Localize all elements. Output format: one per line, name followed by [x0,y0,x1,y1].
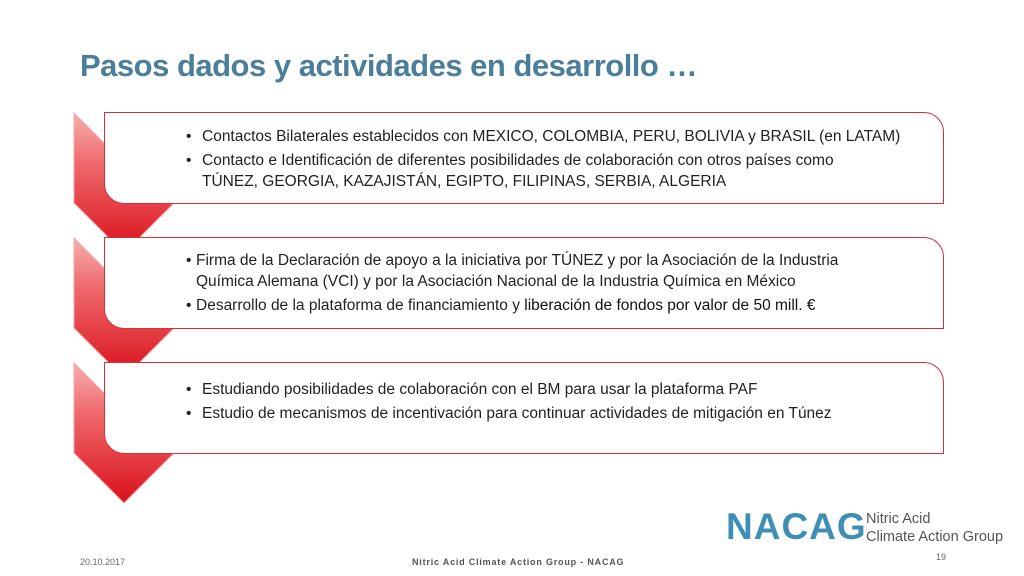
list-item: • Estudiando posibilidades de colaboración con el BM para usar la plataforma PAF [186,379,832,400]
step-panel-1 [104,112,944,204]
step-panel-2 [104,237,944,329]
list-item: • Estudio de mecanismos de incentivación para continuar actividades de mitigación en Túnez [186,403,832,424]
step-3-bullets [186,379,832,424]
step-panel-3 [104,362,944,454]
highlight-text: liberación de fondos por valor de 50 mill. € [524,297,816,314]
slide-title: Pasos dados y actividades en desarrollo … [80,48,697,83]
list-item: • Contactos Bilaterales establecidos con MEXICO, COLOMBIA, PERU, BOLIVIA y BRASIL (en LATAM) [186,126,900,147]
list-item: • Desarrollo de la plataforma de financiamiento y liberación de fondos por valor de 50 mill. € [186,295,838,316]
page-number: 19 [936,552,947,562]
list-item: • Firma de la Declaración de apoyo a la iniciativa por TÚNEZ y por la Asociación de la Industria Química Alemana (VCI) y por la Asociación Nacional de la Industria Química en México [186,250,838,292]
nacag-logo: NACAG [726,506,867,547]
step-1-bullets [186,126,900,192]
list-item: • Contacto e Identificación de diferentes posibilidades de colaboración con otros países como TÚNEZ, GEORGIA, KAZAJISTÁN, EGIPTO, FILIPINAS, SERBIA, ALGERIA [186,150,900,192]
step-2-bullets [186,250,838,316]
footer-text: Nitric Acid Climate Action Group - NACAG [412,557,625,567]
footer-date: 20.10.2017 [80,557,126,567]
logo-subtitle: Nitric Acid Climate Action Group [866,511,1004,545]
